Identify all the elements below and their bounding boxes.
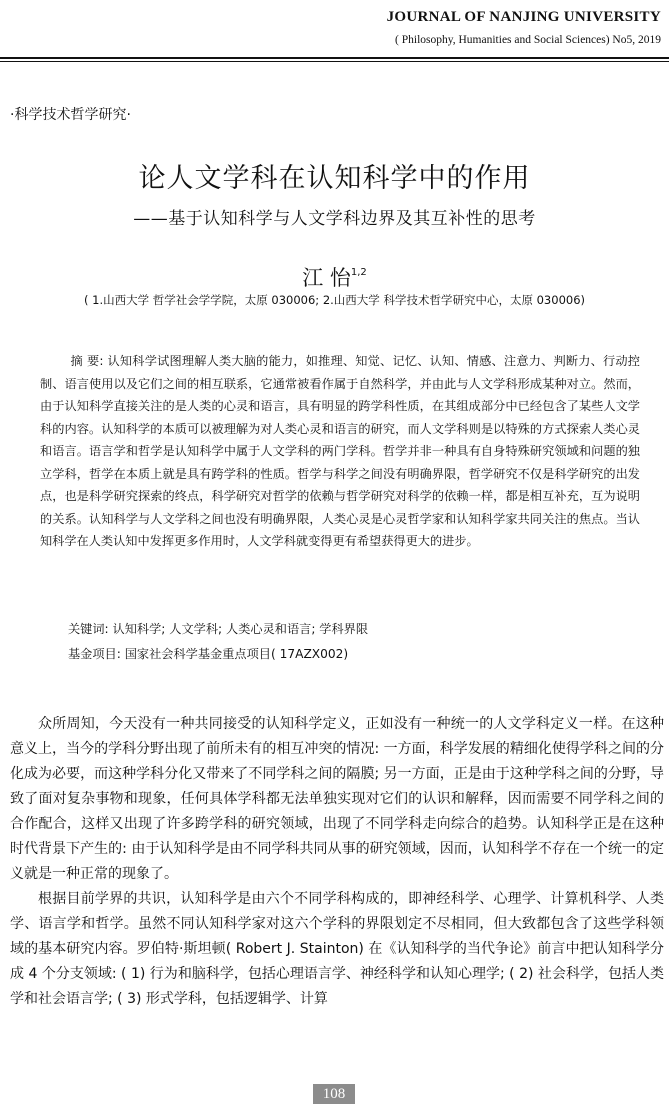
keywords: 关键词: 认知科学; 人文学科; 人类心灵和语言; 学科界限 [68,622,369,636]
abstract [40,350,640,553]
author-affiliation-marks: 1,2 [350,267,367,278]
author-name: 江 怡 [302,266,351,290]
article-title: 论人文学科在认知科学中的作用 [138,163,531,194]
paragraph: 众所周知，今天没有一种共同接受的认知科学定义，正如没有一种统一的人文学科定义一样。在这种意义上，当今的学科分野出现了前所未有的相互冲突的情况: 一方面，科学发展的精细化使得学科之间的分化成为必要，而这种学科分化又带来了不同学科之间的隔膜; 另一方面，正是由于这种学科之间的分野，导致了面对复杂事物和现象，任何具体学科都无法单独实现对它们的认识和解释，因而需要不同学科之间的合作配合，这样又出现了许多跨学科的研究领域，出现了不同学科走向综合的趋势。认知科学正是在这种时代背景下产生的: 由于认知科学是由不同学科共同从事的研究领域，因而，认知科学不存在一个统一的定义就是一种正常的现象了。 [10,716,664,882]
page-number: 108 [313,1084,355,1104]
body-text [10,712,664,1012]
journal-edition: ( Philosophy, Humanities and Social Sciences) No5, 2019 [395,34,661,46]
column-label: ·科学技术哲学研究· [10,107,131,123]
paragraph: 根据目前学界的共识，认知科学是由六个不同学科构成的，即神经科学、心理学、计算机科学、人类学、语言学和哲学。虽然不同认知科学家对这六个学科的界限划定不尽相同，但大致都包含了这些学科领域的基本研究内容。罗伯特·斯坦顿( Robert J. Stainton) 在《认知科学的当代争论》前言中把认知科学分成 4 个分支领域: ( 1) 行为和脑科学，包括心理语言学、神经科学和认知心理学; ( 2) 社会科学，包括人类学和社会语言学; ( 3) 形式学科，包括逻辑学、计算 [10,891,664,1007]
article-subtitle: ——基于认知科学与人文学科边界及其互补性的思考 [133,209,536,229]
author [0,262,669,292]
header-rule-thin [0,61,669,62]
header-rule [0,57,669,59]
affiliation: ( 1.山西大学 哲学社会学学院，太原 030006; 2.山西大学 科学技术哲学研究中心，太原 030006) [83,293,586,307]
fund-project: 基金项目: 国家社会科学基金重点项目( 17AZX002) [68,647,349,661]
journal-title: JOURNAL OF NANJING UNIVERSITY [386,9,661,25]
abstract-text: 摘 要: 认知科学试图理解人类大脑的能力，如推理、知觉、记忆、认知、情感、注意力、判断力、行动控制、语言使用以及它们之间的相互联系，它通常被看作属于自然科学，并由此与人文学科形成某种对立。然而，由于认知科学直接关注的是人类的心灵和语言，具有明显的跨学科性质，在其组成部分中已经包含了某些人文学科的内容。认知科学的本质可以被理解为对人类心灵和语言的研究，而人文学科则是以特殊的方式探索人类心灵和语言。语言学和哲学是认知科学中属于人文学科的两门学科。哲学并非一种具有自身特殊研究领域和问题的独立学科，哲学在本质上就是具有跨学科的性质。哲学与科学之间没有明确界限，哲学研究不仅是科学研究的出发点，也是科学研究探索的终点，科学研究对哲学的依赖与哲学研究对科学的依赖一样，都是相互补充，互为说明的关系。认知科学与人文学科之间也没有明确界限，人类心灵是心灵哲学家和认知科学家共同关注的焦点。当认知科学在人类认知中发挥更多作用时，人文学科就变得更有希望获得更大的进步。 [40,354,640,548]
